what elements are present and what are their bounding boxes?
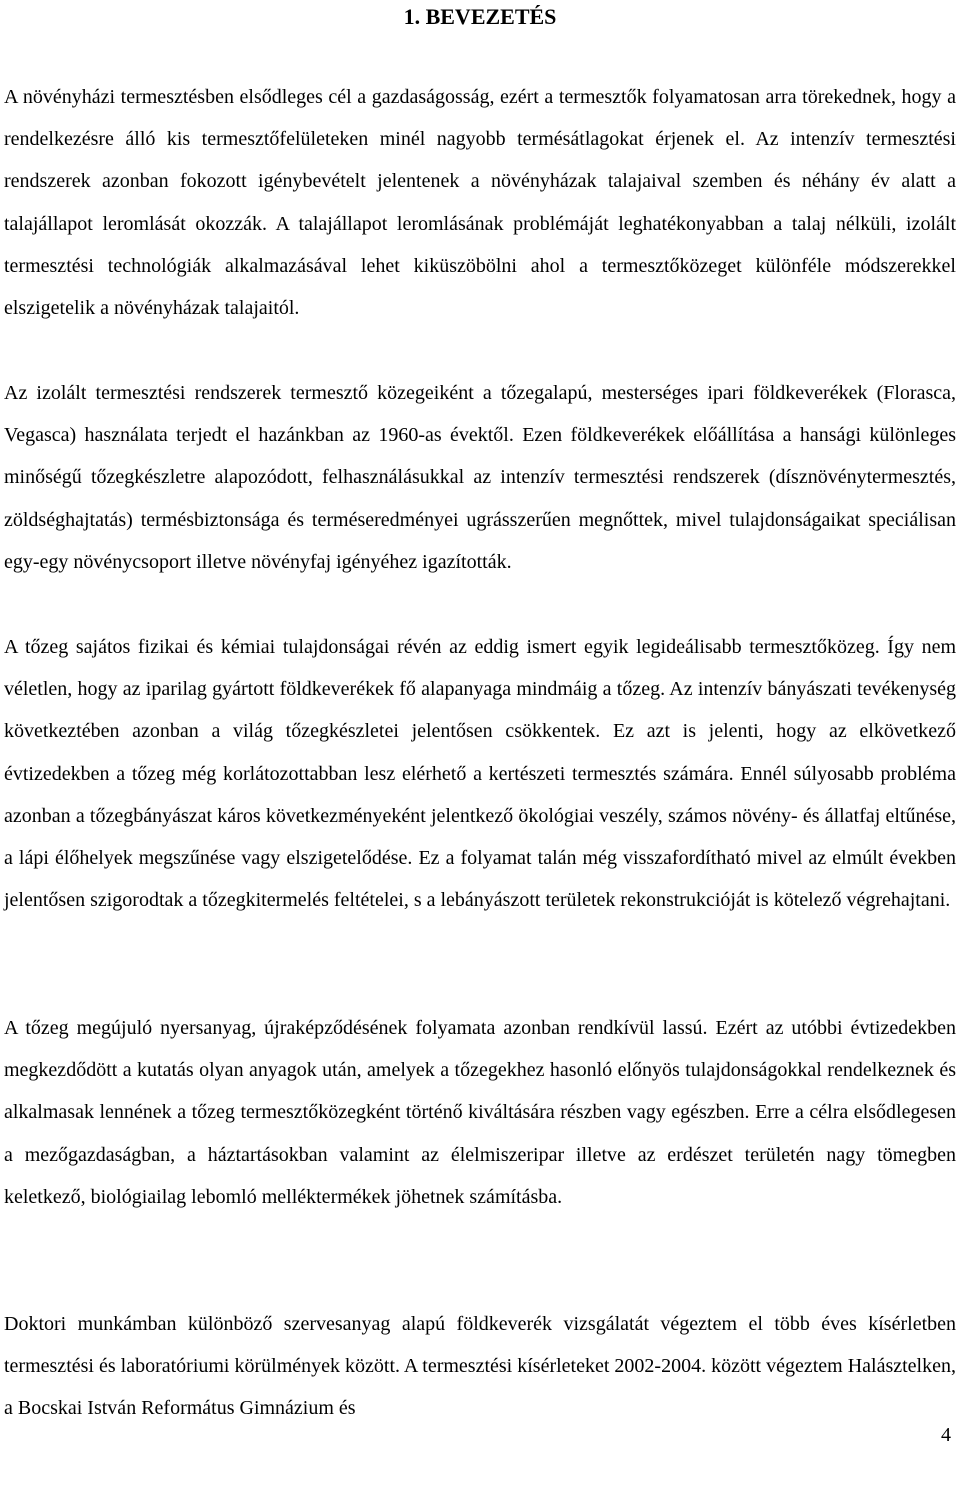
paragraph-5: Doktori munkámban különböző szervesanyag alapú földkeverék vizsgálatát végeztem el több éves kísérletben termesztési és laboratóriumi körülmények között. A termesztési kísérleteket 2002-2004. között végeztem Halásztelken, a Bocskai István Református Gimnázium és [4, 1313, 956, 1420]
paragraph-1: A növényházi termesztésben elsődleges cél a gazdaságosság, ezért a termesztők folyamatosan arra törekednek, hogy a rendelkezésre álló kis termesztőfelületeken minél nagyobb termésátlagokat érjenek el. Az intenzív termesztési rendszerek azonban fokozott igénybevételt jelentenek a növényházak talajaival szemben és néhány év alatt a talajállapot leromlását okozzák. A talajállapot leromlásának problémáját leghatékonyabban a talaj nélküli, izolált termesztési technológiák alkalmazásával lehet kiküszöbölni ahol a termesztőközeget különféle módszerekkel elszigetelik a növényházak talajaitól. [4, 86, 956, 320]
paragraph-4: A tőzeg megújuló nyersanyag, újraképződésének folyamata azonban rendkívül lassú. Ezért az utóbbi évtizedekben megkezdődött a kutatás olyan anyagok után, amelyek a tőzegekhez hasonló előnyös tulajdonságokkal rendelkeznek és alkalmasak lennének a tőzeg termesztőközegként történő kiváltására részben vagy egészben. Erre a célra elsődlegesen a mezőgazdaságban, a háztartásokban valamint az élelmiszeripar illetve az erdészet területén nagy tömegben keletkező, biológiailag lebomló melléktermékek jöhetnek számításba. [4, 1017, 956, 1208]
page-number: 4 [941, 1424, 951, 1446]
paragraph-3: A tőzeg sajátos fizikai és kémiai tulajdonságai révén az eddig ismert egyik legideálisabb termesztőközeg. Így nem véletlen, hogy az iparilag gyártott földkeverékek fő alapanyaga mindmáig a tőzeg. Az intenzív bányászati tevékenység következtében azonban a világ tőzegkészletei jelentősen csökkentek. Ez azt is jelenti, hogy az elkövetkező évtizedekben a tőzeg még korlátozottabban lesz elérhető a kertészeti termesztés számára. Ennél súlyosabb probléma azonban a tőzegbányászat káros következményeként jelentkező ökológiai veszély, számos növény- és állatfaj eltűnése, a lápi élőhelyek megszűnése vagy elszigetelődése. Ez a folyamat talán még visszafordítható mivel az elmúlt években jelentősen szigorodtak a tőzegkitermelés feltételei, s a lebányászott területek rekonstrukcióját is kötelező végrehajtani. [4, 636, 956, 912]
chapter-heading: 1. BEVEZETÉS [403, 4, 557, 29]
paragraph-2: Az izolált termesztési rendszerek termesztő közegeiként a tőzegalapú, mesterséges ipari földkeverékek (Florasca, Vegasca) használata terjedt el hazánkban az 1960-as évektől. Ezen földkeverékek előállítása a hansági különleges minőségű tőzegkészletre alapozódott, felhasználásukkal az intenzív termesztési rendszerek (dísznövénytermesztés, zöldséghajtatás) termésbiztonsága és terméseredményei ugrásszerűen megnőttek, mivel tulajdonságaikat speciálisan egy-egy növénycsoport illetve növényfaj igényéhez igazították. [4, 382, 956, 573]
